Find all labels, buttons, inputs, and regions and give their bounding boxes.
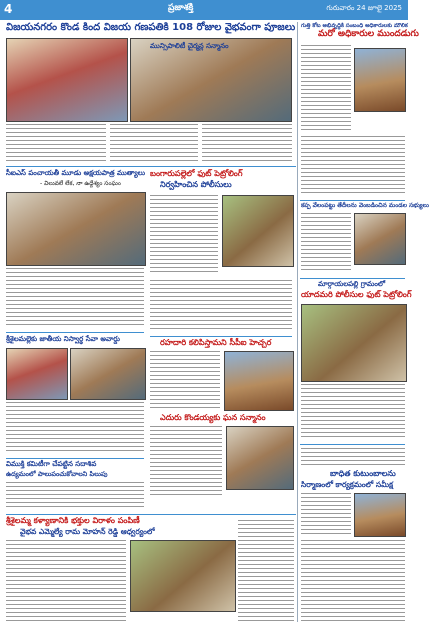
- vaccine-body: [301, 493, 351, 535]
- bottom-left-photo: [130, 540, 236, 612]
- main-photo-left: [6, 38, 128, 122]
- station-body: [150, 351, 220, 411]
- divider-5: [6, 514, 296, 515]
- bottom-left-headline: శ్రీశైలమ్మ కళ్యాణానికి భక్తుల విరాళం పంపిణీ: [6, 516, 140, 525]
- bottom-left-subhead: వైభవ ఎమ్మెల్యే రామ మోహన్ రెడ్డి ఆధ్వర్యంలో: [20, 527, 155, 536]
- divider-1: [6, 166, 296, 167]
- vaccine-body-2: [301, 540, 405, 624]
- divider-4: [6, 458, 144, 459]
- page-number: 4: [4, 2, 13, 16]
- yadav-photo: [301, 304, 407, 382]
- vaccine-top-body: [301, 448, 405, 466]
- top-right-headline: మరో అధికారుల ముందడుగు: [318, 29, 419, 39]
- vaccine-headline: బాధిత కుటుంబాలను: [330, 469, 396, 478]
- divider-3: [6, 332, 144, 333]
- bengaluru-photo: [222, 195, 294, 267]
- yadav-body: [301, 384, 405, 440]
- yadav-headline: మార్గాయలపల్లి గ్రామంలో: [318, 280, 386, 288]
- vimukti-subhead: ఉద్యమంలో పాలుపంచుకోవాలని పిలుపు: [6, 470, 108, 478]
- bottom-left-body: [6, 540, 126, 624]
- main-subhead: మున్సిపాలిటీ చైర్మన్ల సన్మానం: [150, 42, 229, 50]
- top-right-kicker: గుత్తి కోట అభివృద్ధికి సంబంధి అధికారులకు మౌలిక: [301, 23, 408, 29]
- lower-left-photo-2: [70, 348, 146, 400]
- ceo-body: [6, 268, 144, 328]
- vaccine-photo: [354, 493, 406, 537]
- divider-right-1: [300, 200, 405, 201]
- paper-name: ప్రజాశక్తి: [168, 3, 194, 13]
- vimukti-body: [6, 482, 144, 510]
- ceo-byline: - విలువలే లేక, నా ఉద్దేశ్యం సంఘం: [40, 180, 121, 187]
- bengaluru-body-2: [150, 280, 292, 332]
- issue-date: గురువారం 24 జూలై 2025: [326, 4, 402, 12]
- main-body-col3: [202, 124, 292, 162]
- vaccine-subhead: సిర్మాణంలో కార్యక్రమంలో సమీక్ష: [301, 480, 394, 489]
- vimukti-headline: విముక్తి కమిటీగా చేపట్టిన సదాశివ: [6, 460, 97, 468]
- bengaluru-headline: బంగారుపల్లెలో ఫుట్ పెట్రోలింగ్: [150, 169, 243, 178]
- station-headline: రహదారి కలిపిస్తామని సీపీఐ హెచ్చర: [160, 338, 272, 347]
- divider-right-3: [300, 444, 405, 445]
- lower-left-photo-1: [6, 348, 68, 400]
- top-right-photo: [354, 48, 406, 112]
- lower-left-headline: శ్రీశైలమల్లెకు జాతీయ నిస్వార్థ సేవా అవార్డు: [6, 335, 120, 343]
- ceo-headline: సీఐఎస్ పంచాయతీ మూడు అక్షయపాత్ర ముత్యాలు: [6, 169, 146, 177]
- station-photo: [224, 351, 294, 411]
- lower-left-body: [6, 402, 144, 454]
- right-mid-body: [301, 213, 351, 273]
- divider-right-2: [300, 278, 405, 279]
- right-mid-photo: [354, 213, 406, 265]
- top-right-body-2: [301, 136, 405, 196]
- bottom-left-body-2: [238, 520, 294, 624]
- kadapa-headline: ఎదురు కొండయ్యకు ఘన సన్మానం: [160, 413, 266, 422]
- right-mid-headline: కప్ప వేలంపట్టు తేదీలను వెంబడించిన మండల సభ్యులు: [301, 202, 429, 209]
- main-body-col1: [6, 124, 106, 162]
- page-header-bar: [0, 0, 408, 20]
- main-body-col2: [110, 124, 198, 162]
- column-divider: [297, 22, 298, 622]
- ceo-photo: [6, 192, 146, 266]
- kadapa-photo: [226, 426, 294, 490]
- main-headline: విజయనగరం కొండ కింద విజయ గణపతికి 108 రోజుల వైభవంగా పూజలు: [6, 22, 296, 33]
- yadav-subhead: యాదమరి పోలీసుల ఫుట్ పెట్రోలింగ్: [301, 290, 412, 299]
- bengaluru-subhead: నిర్వహించిన పోలీసులు: [160, 180, 232, 189]
- bengaluru-body-1: [150, 195, 218, 275]
- top-right-body: [301, 45, 351, 131]
- divider-2: [150, 336, 292, 337]
- kadapa-body: [150, 426, 222, 496]
